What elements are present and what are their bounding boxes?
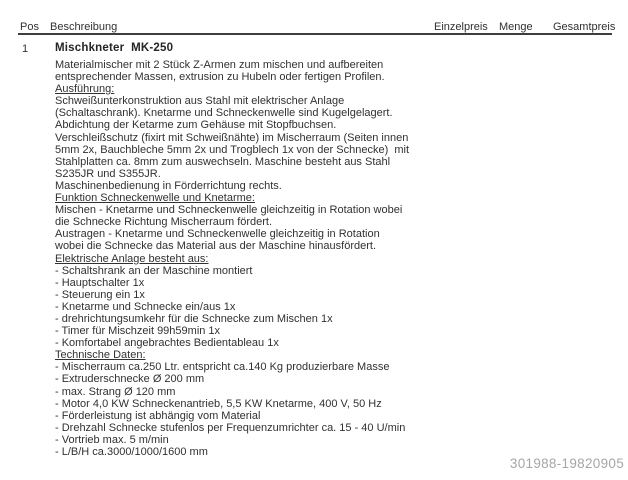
description-line: - Motor 4,0 KW Schneckenantrieb, 5,5 KW Knetarme, 400 V, 50 Hz: [55, 397, 382, 410]
description-line: entsprechender Massen, extrusion zu Hubeln oder fertigen Profilen.: [55, 71, 385, 84]
description-line: Mischen - Knetarme und Schneckenwelle gleichzeitig in Rotation wobei: [55, 204, 403, 217]
description-line: - L/B/H ca.3000/1000/1600 mm: [55, 446, 208, 458]
description-line: die Schnecke Richtung Mischerraum fördert.: [55, 216, 273, 229]
header-divider-rule: [18, 33, 612, 35]
column-header-einzelpreis: Einzelpreis: [434, 21, 488, 33]
description-line: Verschleißschutz (fixirt mit Schweißnähte) im Mischerraum (Seiten innen: [55, 131, 409, 144]
description-line: Ausführung:: [55, 83, 115, 96]
description-line: - Förderleistung ist abhängig vom Material: [55, 409, 261, 422]
description-line: - Mischerraum ca.250 Ltr. entspricht ca.140 Kg produzierbare Masse: [55, 361, 390, 374]
table-header-row: [0, 21, 628, 33]
description-line: - Timer für Mischzeit 99h59min 1x: [55, 325, 221, 338]
description-line: wobei die Schnecke das Material aus der Maschine hinausfördert.: [55, 240, 377, 253]
description-line: Austragen - Knetarme und Schneckenwelle gleichzeitig in Rotation: [55, 228, 380, 241]
description-line: - drehrichtungsumkehr für die Schnecke zum Mischen 1x: [55, 312, 333, 325]
description-line: 5mm 2x, Bauchbleche 5mm 2x und Trogblech 1x von der Schnecke) mit: [55, 143, 410, 156]
description-line: - Schaltshrank an der Maschine montiert: [55, 264, 253, 277]
description-line: Technische Daten:: [55, 349, 146, 362]
column-header-gesamtpreis: Gesamtpreis: [553, 21, 616, 33]
reference-number: 301988-19820905: [509, 456, 624, 471]
description-line: S235JR und S355JR.: [55, 167, 161, 180]
item-title: Mischkneter MK-250: [55, 42, 174, 54]
description-line: Stahlplatten ca. 8mm zum auswechseln. Maschine besteht aus Stahl: [55, 155, 391, 168]
description-line: Materialmischer mit 2 Stück Z-Armen zum mischen und aufbereiten: [55, 59, 384, 71]
description-line: - Hauptschalter 1x: [55, 276, 145, 289]
description-line: - Vortrieb max. 5 m/min: [55, 433, 169, 446]
description-line: - Extruderschnecke Ø 200 mm: [55, 373, 205, 386]
description-line: Schweißunterkonstruktion aus Stahl mit elektrischer Anlage: [55, 95, 345, 108]
description-line: - Drehzahl Schnecke stufenlos per Frequenzumrichter ca. 15 - 40 U/min: [55, 421, 406, 434]
description-line: Elektrische Anlage besteht aus:: [55, 252, 209, 265]
description-line: - Komfortabel angebrachtes Bedientableau 1x: [55, 337, 279, 350]
description-line: (Schaltaschrank). Knetarme und Schneckenwelle sind Kugelgelagert.: [55, 107, 393, 120]
column-header-beschreibung: Beschreibung: [50, 21, 118, 33]
description-line: Maschinenbedienung in Förderrichtung rechts.: [55, 179, 282, 192]
item-position-number: 1: [22, 43, 29, 55]
description-line: Abdichtung der Ketarme zum Gehäuse mit Stopfbuchsen.: [55, 119, 337, 132]
description-line: - Knetarme und Schnecke ein/aus 1x: [55, 300, 236, 313]
column-header-pos: Pos: [20, 21, 39, 33]
column-header-menge: Menge: [499, 21, 533, 33]
description-line: Funktion Schneckenwelle und Knetarme:: [55, 192, 255, 205]
description-line: - max. Strang Ø 120 mm: [55, 385, 176, 398]
description-line: - Steuerung ein 1x: [55, 288, 145, 301]
item-description: [55, 59, 475, 458]
